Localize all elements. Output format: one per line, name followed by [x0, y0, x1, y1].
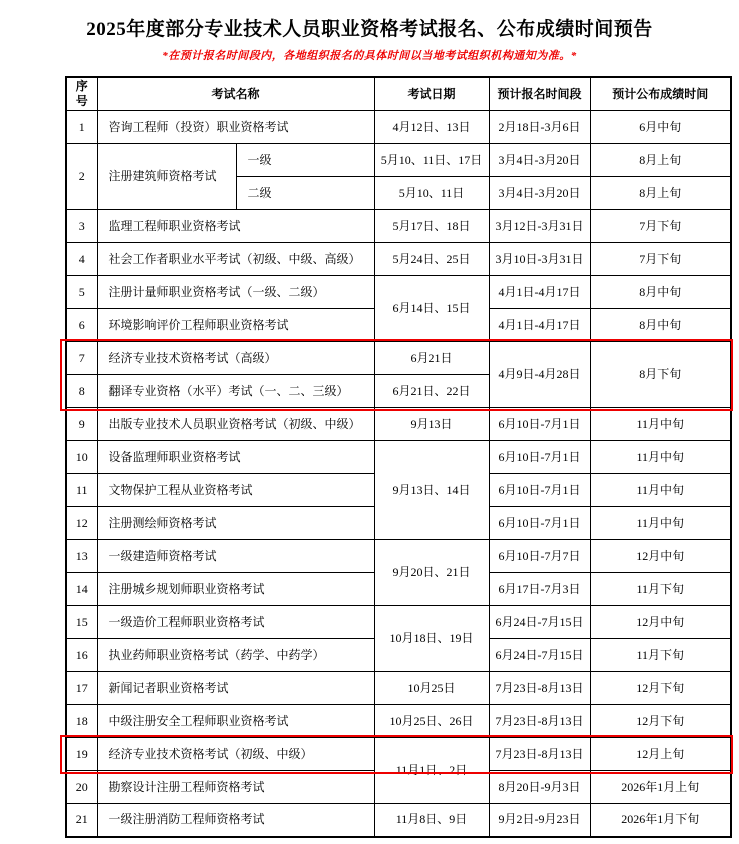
cell-no: 13 — [66, 540, 97, 573]
cell-no: 15 — [66, 606, 97, 639]
cell-registration: 6月24日-7月15日 — [489, 639, 590, 672]
table-row-18 — [66, 705, 731, 738]
cell-publish: 7月下旬 — [590, 210, 731, 243]
cell-registration: 6月10日-7月1日 — [489, 408, 590, 441]
cell-no: 14 — [66, 573, 97, 606]
cell-publish: 12月下旬 — [590, 705, 731, 738]
cell-exam-name: 中级注册安全工程师职业资格考试 — [97, 705, 374, 738]
cell-registration: 2月18日-3月6日 — [489, 111, 590, 144]
cell-no: 9 — [66, 408, 97, 441]
cell-publish: 12月下旬 — [590, 672, 731, 705]
table-row-9 — [66, 408, 731, 441]
cell-exam-name: 注册建筑师资格考试 — [97, 144, 236, 210]
cell-no: 10 — [66, 441, 97, 474]
cell-registration: 7月23日-8月13日 — [489, 705, 590, 738]
cell-no: 21 — [66, 804, 97, 837]
cell-exam-date: 5月17日、18日 — [374, 210, 489, 243]
cell-exam-name: 设备监理师职业资格考试 — [97, 441, 374, 474]
cell-publish: 11月下旬 — [590, 573, 731, 606]
cell-no: 18 — [66, 705, 97, 738]
cell-registration: 8月20日-9月3日 — [489, 771, 590, 804]
cell-registration: 6月10日-7月1日 — [489, 474, 590, 507]
table-row-13 — [66, 540, 731, 573]
cell-publish: 2026年1月下旬 — [590, 804, 731, 837]
cell-exam-name: 咨询工程师（投资）职业资格考试 — [97, 111, 374, 144]
cell-no: 4 — [66, 243, 97, 276]
cell-exam-name: 注册城乡规划师职业资格考试 — [97, 573, 374, 606]
cell-registration: 6月17日-7月3日 — [489, 573, 590, 606]
cell-no: 1 — [66, 111, 97, 144]
table-header-row — [66, 77, 731, 111]
table-row-19 — [66, 738, 731, 771]
cell-exam-date: 5月10、11日 — [374, 177, 489, 210]
cell-exam-date: 6月21日、22日 — [374, 375, 489, 408]
registration-note: *在预计报名时间段内，各地组织报名的具体时间以当地考试组织机构通知为准。* — [162, 50, 577, 62]
cell-registration: 7月23日-8月13日 — [489, 672, 590, 705]
cell-publish: 11月中旬 — [590, 507, 731, 540]
table-row-7 — [66, 342, 731, 375]
cell-publish: 12月上旬 — [590, 738, 731, 771]
cell-registration: 6月10日-7月1日 — [489, 441, 590, 474]
cell-no: 17 — [66, 672, 97, 705]
cell-exam-date: 11月8日、9日 — [374, 804, 489, 837]
cell-exam-name: 一级建造师资格考试 — [97, 540, 374, 573]
cell-exam-date: 10月18日、19日 — [374, 606, 489, 672]
cell-exam-name: 勘察设计注册工程师资格考试 — [97, 771, 374, 804]
cell-no: 3 — [66, 210, 97, 243]
table-row-10 — [66, 441, 731, 474]
page-title: 2025年度部分专业技术人员职业资格考试报名、公布成绩时间预告 — [86, 19, 653, 40]
cell-exam-date: 6月14日、15日 — [374, 276, 489, 342]
cell-exam-name: 一级造价工程师职业资格考试 — [97, 606, 374, 639]
cell-exam-date: 5月10、11日、17日 — [374, 144, 489, 177]
cell-exam-name: 环境影响评价工程师职业资格考试 — [97, 309, 374, 342]
cell-exam-name: 文物保护工程从业资格考试 — [97, 474, 374, 507]
table-row-5 — [66, 276, 731, 309]
cell-publish: 11月下旬 — [590, 639, 731, 672]
cell-exam-date: 4月12日、13日 — [374, 111, 489, 144]
cell-exam-date: 11月1日、2日 — [374, 738, 489, 804]
cell-registration: 6月24日-7月15日 — [489, 606, 590, 639]
cell-publish: 12月中旬 — [590, 540, 731, 573]
cell-registration: 7月23日-8月13日 — [489, 738, 590, 771]
cell-exam-name: 监理工程师职业资格考试 — [97, 210, 374, 243]
cell-exam-name: 出版专业技术人员职业资格考试（初级、中级） — [97, 408, 374, 441]
cell-registration: 6月10日-7月1日 — [489, 507, 590, 540]
cell-no: 8 — [66, 375, 97, 408]
cell-exam-name: 翻译专业资格（水平）考试（一、二、三级） — [97, 375, 374, 408]
cell-exam-name: 一级注册消防工程师资格考试 — [97, 804, 374, 837]
cell-registration: 4月1日-4月17日 — [489, 276, 590, 309]
cell-publish: 11月中旬 — [590, 408, 731, 441]
cell-no: 12 — [66, 507, 97, 540]
cell-exam-level: 二级 — [236, 177, 374, 210]
cell-registration: 3月10日-3月31日 — [489, 243, 590, 276]
cell-no: 16 — [66, 639, 97, 672]
cell-publish: 8月上旬 — [590, 177, 731, 210]
cell-no: 6 — [66, 309, 97, 342]
cell-exam-name: 经济专业技术资格考试（初级、中级） — [97, 738, 374, 771]
cell-publish: 11月中旬 — [590, 474, 731, 507]
cell-registration: 3月12日-3月31日 — [489, 210, 590, 243]
column-header-no: 序号 — [66, 77, 97, 111]
cell-no: 5 — [66, 276, 97, 309]
table-row-1 — [66, 111, 731, 144]
cell-exam-name: 注册计量师职业资格考试（一级、二级） — [97, 276, 374, 309]
table-row-15 — [66, 606, 731, 639]
cell-registration: 4月9日-4月28日 — [489, 342, 590, 408]
cell-publish: 8月上旬 — [590, 144, 731, 177]
cell-no: 2 — [66, 144, 97, 210]
cell-exam-name: 社会工作者职业水平考试（初级、中级、高级） — [97, 243, 374, 276]
cell-registration: 6月10日-7月7日 — [489, 540, 590, 573]
cell-registration: 3月4日-3月20日 — [489, 144, 590, 177]
table-row-21 — [66, 804, 731, 837]
cell-exam-date: 10月25日、26日 — [374, 705, 489, 738]
cell-registration: 9月2日-9月23日 — [489, 804, 590, 837]
cell-no: 19 — [66, 738, 97, 771]
exam-schedule-table-wrap — [65, 76, 732, 838]
cell-exam-date: 5月24日、25日 — [374, 243, 489, 276]
table-row-17 — [66, 672, 731, 705]
table-row-2-level-1 — [66, 144, 731, 177]
cell-exam-name: 经济专业技术资格考试（高级） — [97, 342, 374, 375]
cell-publish: 6月中旬 — [590, 111, 731, 144]
column-header-publish: 预计公布成绩时间 — [590, 77, 731, 111]
cell-publish: 8月中旬 — [590, 276, 731, 309]
table-row-4 — [66, 243, 731, 276]
cell-registration: 3月4日-3月20日 — [489, 177, 590, 210]
cell-exam-date: 9月13日 — [374, 408, 489, 441]
cell-exam-date: 6月21日 — [374, 342, 489, 375]
exam-schedule-table — [65, 76, 732, 838]
cell-publish: 8月下旬 — [590, 342, 731, 408]
cell-exam-level: 一级 — [236, 144, 374, 177]
cell-exam-date: 10月25日 — [374, 672, 489, 705]
table-row-3 — [66, 210, 731, 243]
cell-publish: 7月下旬 — [590, 243, 731, 276]
cell-no: 7 — [66, 342, 97, 375]
column-header-registration: 预计报名时间段 — [489, 77, 590, 111]
cell-registration: 4月1日-4月17日 — [489, 309, 590, 342]
cell-publish: 8月中旬 — [590, 309, 731, 342]
cell-exam-name: 执业药师职业资格考试（药学、中药学） — [97, 639, 374, 672]
column-header-date: 考试日期 — [374, 77, 489, 111]
cell-exam-name: 新闻记者职业资格考试 — [97, 672, 374, 705]
cell-exam-date: 9月13日、14日 — [374, 441, 489, 540]
cell-publish: 11月中旬 — [590, 441, 731, 474]
cell-no: 11 — [66, 474, 97, 507]
column-header-name: 考试名称 — [97, 77, 374, 111]
cell-exam-date: 9月20日、21日 — [374, 540, 489, 606]
cell-publish: 2026年1月上旬 — [590, 771, 731, 804]
cell-publish: 12月中旬 — [590, 606, 731, 639]
cell-exam-name: 注册测绘师资格考试 — [97, 507, 374, 540]
cell-no: 20 — [66, 771, 97, 804]
